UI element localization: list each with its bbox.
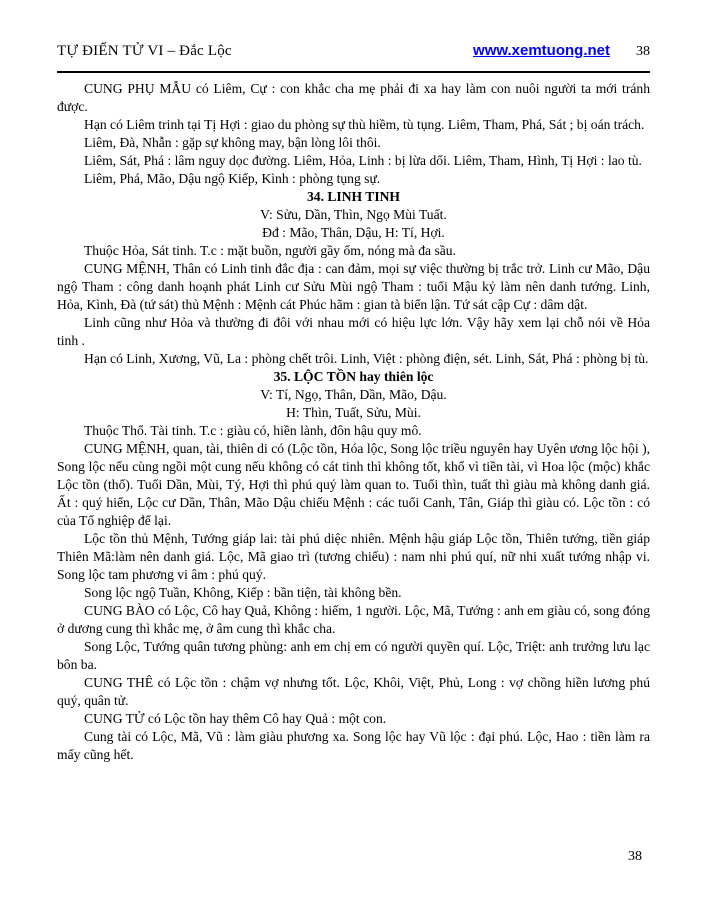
paragraph: Thuộc Hỏa, Sát tinh. T.c : mặt buồn, người gầy ốm, nóng mà đa sầu.: [84, 243, 456, 258]
header-page-number: 38: [636, 44, 650, 59]
paragraph: Song Lộc, Tướng quân tương phùng: anh em chị em có người quyền quí. Lộc, Triệt: anh trưởng lưu lạc bôn ba.: [57, 639, 650, 672]
header-right-group: [473, 42, 650, 60]
paragraph: Hạn có Linh, Xương, Vũ, La : phòng chết trôi. Linh, Việt : phòng điện, sét. Linh, Sát, Phá : phòng bị tù.: [84, 351, 649, 366]
paragraph: Linh cũng như Hỏa và thường đi đôi với nhau mới có hiệu lực lớn. Vậy hãy xem lại chỗ nói về Hỏa tinh .: [57, 315, 650, 348]
website-link[interactable]: www.xemtuong.net: [473, 42, 610, 59]
document-title: TỰ ĐIỂN TỬ VI – Đắc Lộc: [57, 43, 232, 59]
paragraph: CUNG MỆNH, quan, tài, thiên di có (Lộc tồn, Hóa lộc, Song lộc triều nguyên hay Uyên ương lộc hội ), Song lộc nếu cùng ngồi một cung nếu không có cát tinh thì không tốt, khổ vì tiền tài, vì Hoa lộc (mộc) khắc Lộc tồn (thổ). Tuổi Dần, Mùi, Tý, Hợi thì phú quý làm quan to. Tuổi thìn, tuất thì giàu mà không danh giá. Ất : quý hiển, Lộc cư Dần, Thân, Mão Dậu chiếu Mệnh : các tuổi Canh, Tân, Giáp thì giàu có. Lộc tồn : có của Tổ nghiệp để lại.: [57, 441, 650, 528]
document-body: [57, 80, 650, 764]
paragraph: CUNG TỬ có Lộc tồn hay thêm Cô hay Quả : một con.: [84, 711, 387, 726]
paragraph: Đđ : Mão, Thân, Dậu, H: Tí, Hợi.: [262, 225, 445, 240]
paragraph: CUNG PHỤ MẪU có Liêm, Cự : con khắc cha mẹ phải đi xa hay làm con nuôi người ta mới tránh được.: [57, 81, 650, 114]
paragraph: Hạn có Liêm trinh tại Tị Hợi : giao du phòng sự thù hiềm, tù tụng. Liêm, Tham, Phá, Sát ; bị oán trách.: [84, 117, 645, 132]
section-heading: 34. LINH TINH: [306, 189, 401, 204]
header-divider: [57, 71, 650, 73]
paragraph: Lộc tồn thủ Mệnh, Tướng giáp lai: tài phú diệc nhiên. Mệnh hậu giáp Lộc tồn, Thiên tướng, tiền giáp Thiên Mã:làm nên danh giá. Lộc, Mã giao trì (tương chiếu) : nam nhi phú quí, nữ nhi xuất tướng nhập vi. Song lộc tam phương vi âm : phú quý.: [57, 531, 650, 582]
paragraph: Liêm, Sát, Phá : lâm nguy dọc đường. Liêm, Hỏa, Linh : bị lừa dối. Liêm, Tham, Hình, Tị Hợi : lao tù.: [84, 153, 642, 168]
paragraph: CUNG MỆNH, Thân có Linh tinh đắc địa : can đảm, mọi sự việc thường bị trắc trở. Linh cư Mão, Dậu ngộ Tham : công danh hoạnh phát Linh cư Sửu Mùi ngộ Tham : tuổi Mậu kỷ làm nên danh tướng. Linh, Hỏa, Kình, Đà (tứ sát) thủ Mệnh : Mệnh cát Phúc hãm : gian tà biển lận. Tứ sát cập Cự : dâm dật.: [57, 261, 650, 312]
paragraph: H: Thìn, Tuất, Sửu, Mùi.: [286, 405, 421, 420]
paragraph: Cung tài có Lộc, Mã, Vũ : làm giàu phương xa. Song lộc hay Vũ lộc : đại phú. Lộc, Hao : tiền làm ra mấy cũng hết.: [57, 729, 650, 762]
paragraph: CUNG BÀO có Lộc, Cô hay Quả, Không : hiếm, 1 người. Lộc, Mã, Tướng : anh em giàu có, song đóng ở dương cung thì khắc mẹ, ở âm cung thì khắc cha.: [57, 603, 650, 636]
paragraph: V: Tí, Ngọ, Thân, Dần, Mão, Dậu.: [260, 387, 447, 402]
section-heading: 35. LỘC TỒN hay thiên lộc: [273, 369, 434, 384]
footer-page-number: 38: [628, 849, 642, 864]
paragraph: Thuộc Thổ. Tài tinh. T.c : giàu có, hiền lành, đôn hậu quy mô.: [84, 423, 422, 438]
paragraph: CUNG THÊ có Lộc tồn : chậm vợ nhưng tốt. Lộc, Khôi, Việt, Phủ, Long : vợ chồng hiền lương phú quý, quân tử.: [57, 675, 650, 708]
page-header: [57, 42, 650, 60]
paragraph: Liêm, Phá, Mão, Dậu ngộ Kiếp, Kình : phòng tụng sự.: [84, 171, 381, 186]
paragraph: V: Sửu, Dần, Thìn, Ngọ Mùi Tuất.: [260, 207, 447, 222]
paragraph: Liêm, Đà, Nhẫn : gặp sự không may, bận lòng lôi thôi.: [84, 135, 381, 150]
paragraph: Song lộc ngộ Tuần, Không, Kiếp : bần tiện, tài không bền.: [84, 585, 402, 600]
